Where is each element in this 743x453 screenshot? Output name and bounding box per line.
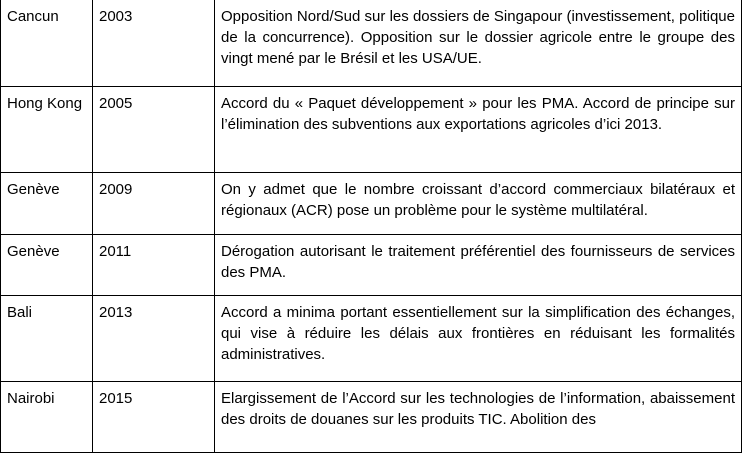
city-cell: Genève — [1, 235, 93, 296]
table-row — [1, 382, 742, 453]
description-cell: Accord du « Paquet développement » pour les PMA. Accord de principe sur l’élimination des subventions aux exportations agricoles d’ici 2013. — [215, 87, 742, 173]
description-cell: Dérogation autorisant le traitement préférentiel des fournisseurs de services des PMA. — [215, 235, 742, 296]
description-cell: Elargissement de l’Accord sur les technologies de l’information, abaissement des droits de douanes sur les produits TIC. Abolition des — [215, 382, 742, 453]
city-cell: Cancun — [1, 0, 93, 87]
year-cell: 2011 — [93, 235, 215, 296]
description-cell: Opposition Nord/Sud sur les dossiers de Singapour (investissement, politique de la concurrence). Opposition sur le dossier agricole entre le groupe des vingt mené par le Brésil et les USA/UE. — [215, 0, 742, 87]
table-row — [1, 173, 742, 235]
table-row — [1, 87, 742, 173]
description-cell: On y admet que le nombre croissant d’accord commerciaux bilatéraux et régionaux (ACR) pose un problème pour le système multilatéral. — [215, 173, 742, 235]
year-cell: 2013 — [93, 296, 215, 382]
year-cell: 2003 — [93, 0, 215, 87]
table-row — [1, 0, 742, 87]
city-cell: Genève — [1, 173, 93, 235]
city-cell: Nairobi — [1, 382, 93, 453]
city-cell: Hong Kong — [1, 87, 93, 173]
description-cell: Accord a minima portant essentiellement sur la simplification des échanges, qui vise à réduire les délais aux frontières en réduisant les formalités administratives. — [215, 296, 742, 382]
table-row — [1, 235, 742, 296]
city-cell: Bali — [1, 296, 93, 382]
year-cell: 2009 — [93, 173, 215, 235]
year-cell: 2015 — [93, 382, 215, 453]
table-row — [1, 296, 742, 382]
year-cell: 2005 — [93, 87, 215, 173]
